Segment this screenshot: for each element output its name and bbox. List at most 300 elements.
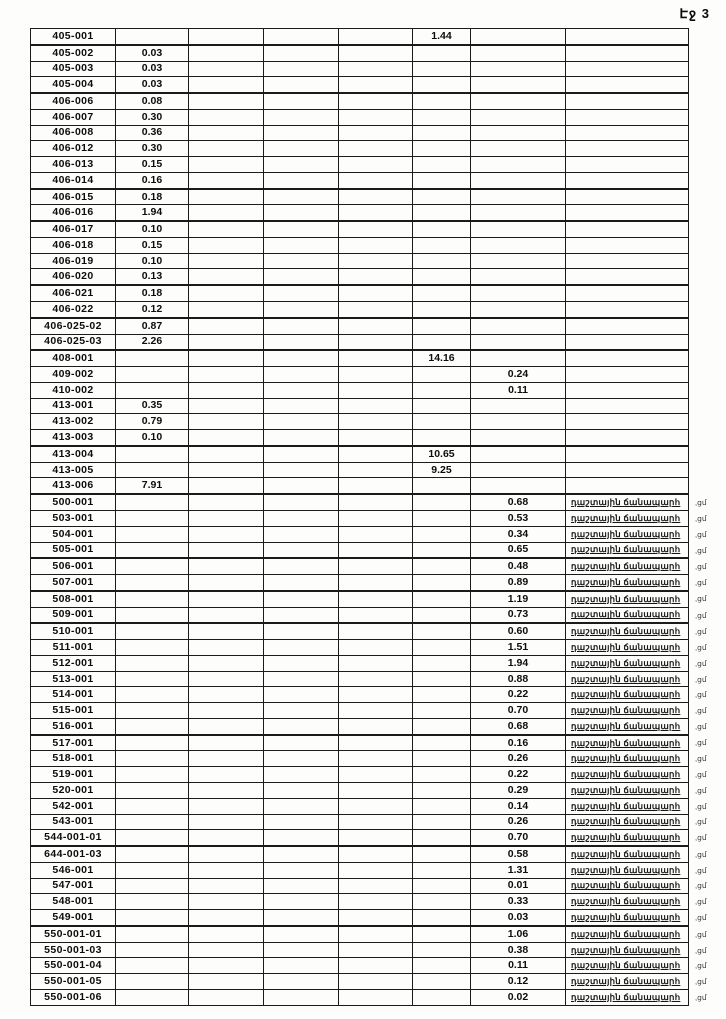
empty-cell [264, 542, 339, 558]
empty-cell [189, 430, 264, 446]
value1-cell [116, 687, 189, 703]
value1-cell: 0.08 [116, 93, 189, 109]
table-row [31, 334, 725, 350]
land-name-cell [566, 205, 689, 221]
empty-cell [339, 510, 413, 526]
code-cell: 543-001 [31, 814, 116, 830]
value3-cell [471, 109, 566, 125]
empty-cell [189, 253, 264, 269]
empty-cell [339, 382, 413, 398]
empty-cell [339, 157, 413, 173]
value1-cell [116, 575, 189, 591]
value1-cell [116, 671, 189, 687]
empty-cell [189, 157, 264, 173]
value3-cell: 1.06 [471, 926, 566, 942]
empty-cell [264, 655, 339, 671]
value3-cell [471, 172, 566, 188]
table-row [31, 221, 725, 237]
empty-cell [189, 446, 264, 462]
value2-cell [413, 878, 471, 894]
empty-cell [339, 767, 413, 783]
empty-cell [339, 125, 413, 141]
empty-cell [264, 414, 339, 430]
table-row [31, 830, 725, 846]
empty-cell [339, 655, 413, 671]
margin-note: ,ցմ [695, 674, 707, 684]
table-row [31, 575, 725, 591]
table-row [31, 718, 725, 734]
value3-cell [471, 430, 566, 446]
value3-cell: 0.88 [471, 671, 566, 687]
margin-note: ,ցմ [695, 929, 707, 939]
land-name-cell [566, 334, 689, 350]
empty-cell [189, 862, 264, 878]
code-cell: 510-001 [31, 623, 116, 639]
value3-cell: 0.60 [471, 623, 566, 639]
empty-cell [189, 623, 264, 639]
value1-cell [116, 382, 189, 398]
value3-cell: 0.65 [471, 542, 566, 558]
value2-cell [413, 302, 471, 318]
value3-cell [471, 302, 566, 318]
table-row [31, 510, 725, 526]
margin-note: ,ցմ [695, 754, 707, 764]
margin-note [689, 398, 725, 414]
table-row [31, 77, 725, 93]
code-cell: 408-001 [31, 350, 116, 366]
empty-cell [189, 237, 264, 253]
empty-cell [339, 910, 413, 926]
land-name-cell: դաշտային ճանապարհ [566, 640, 689, 656]
table-row [31, 61, 725, 77]
code-cell: 406-007 [31, 109, 116, 125]
margin-note: ,ցմ [695, 610, 707, 620]
code-cell: 406-019 [31, 253, 116, 269]
empty-cell [339, 591, 413, 607]
value1-cell [116, 846, 189, 862]
table-row [31, 253, 725, 269]
margin-note: ,ցմ [695, 961, 707, 971]
value1-cell: 0.30 [116, 109, 189, 125]
empty-cell [189, 671, 264, 687]
empty-cell [339, 878, 413, 894]
land-name-cell [566, 318, 689, 334]
code-cell: 410-002 [31, 382, 116, 398]
value2-cell [413, 671, 471, 687]
empty-cell [339, 494, 413, 510]
land-name-cell: դաշտային ճանապարհ [566, 655, 689, 671]
empty-cell [339, 974, 413, 990]
margin-note [689, 269, 725, 285]
empty-cell [189, 510, 264, 526]
code-cell: 513-001 [31, 671, 116, 687]
empty-cell [264, 974, 339, 990]
empty-cell [189, 526, 264, 542]
empty-cell [189, 655, 264, 671]
value1-cell [116, 942, 189, 958]
value3-cell [471, 237, 566, 253]
value2-cell [413, 830, 471, 846]
code-cell: 405-002 [31, 45, 116, 61]
margin-note [689, 318, 725, 334]
value1-cell: 0.18 [116, 285, 189, 301]
empty-cell [264, 910, 339, 926]
empty-cell [339, 862, 413, 878]
value1-cell [116, 751, 189, 767]
empty-cell [189, 318, 264, 334]
value3-cell [471, 29, 566, 45]
empty-cell [264, 350, 339, 366]
code-cell: 406-016 [31, 205, 116, 221]
value1-cell: 0.16 [116, 172, 189, 188]
value1-cell [116, 655, 189, 671]
empty-cell [264, 430, 339, 446]
value2-cell [413, 205, 471, 221]
empty-cell [189, 735, 264, 751]
code-cell: 544-001-01 [31, 830, 116, 846]
empty-cell [339, 558, 413, 574]
code-cell: 550-001-03 [31, 942, 116, 958]
table-row [31, 318, 725, 334]
value2-cell [413, 735, 471, 751]
empty-cell [264, 591, 339, 607]
code-cell: 406-020 [31, 269, 116, 285]
empty-cell [264, 398, 339, 414]
margin-note: ,ցմ [695, 497, 707, 507]
empty-cell [264, 61, 339, 77]
land-name-cell: դաշտային ճանապարհ [566, 798, 689, 814]
value2-cell [413, 591, 471, 607]
value3-cell [471, 285, 566, 301]
empty-cell [339, 942, 413, 958]
empty-cell [189, 846, 264, 862]
empty-cell [339, 189, 413, 205]
empty-cell [339, 671, 413, 687]
empty-cell [189, 367, 264, 383]
margin-note [689, 125, 725, 141]
value3-cell: 0.34 [471, 526, 566, 542]
margin-note: ,ցմ [695, 513, 707, 523]
empty-cell [264, 237, 339, 253]
land-name-cell: դաշտային ճանապարհ [566, 767, 689, 783]
empty-cell [339, 640, 413, 656]
value3-cell [471, 189, 566, 205]
value3-cell [471, 205, 566, 221]
empty-cell [189, 926, 264, 942]
empty-cell [264, 671, 339, 687]
empty-cell [189, 109, 264, 125]
empty-cell [339, 318, 413, 334]
empty-cell [189, 575, 264, 591]
code-cell: 500-001 [31, 494, 116, 510]
empty-cell [339, 93, 413, 109]
value3-cell [471, 61, 566, 77]
empty-cell [189, 221, 264, 237]
table-row [31, 878, 725, 894]
land-name-cell: դաշտային ճանապարհ [566, 494, 689, 510]
empty-cell [189, 718, 264, 734]
land-name-cell: դաշտային ճանապարհ [566, 846, 689, 862]
code-cell: 550-001-06 [31, 989, 116, 1005]
code-cell: 406-017 [31, 221, 116, 237]
page-number-label: Էջ 3 [679, 6, 710, 21]
code-cell: 406-014 [31, 172, 116, 188]
value3-cell [471, 446, 566, 462]
margin-note: ,ցմ [695, 722, 707, 732]
value2-cell [413, 430, 471, 446]
land-name-cell [566, 285, 689, 301]
value1-cell [116, 350, 189, 366]
value2-cell [413, 269, 471, 285]
value1-cell [116, 878, 189, 894]
value3-cell: 0.89 [471, 575, 566, 591]
code-cell: 413-001 [31, 398, 116, 414]
empty-cell [189, 93, 264, 109]
margin-note: ,ցմ [695, 833, 707, 843]
value2-cell [413, 575, 471, 591]
empty-cell [264, 302, 339, 318]
empty-cell [264, 285, 339, 301]
margin-note [689, 189, 725, 205]
empty-cell [264, 640, 339, 656]
value3-cell [471, 350, 566, 366]
table-row [31, 989, 725, 1005]
table-body [31, 29, 725, 1006]
empty-cell [339, 894, 413, 910]
empty-cell [264, 751, 339, 767]
empty-cell [339, 814, 413, 830]
code-cell: 547-001 [31, 878, 116, 894]
value2-cell: 9.25 [413, 462, 471, 478]
value3-cell [471, 125, 566, 141]
empty-cell [339, 205, 413, 221]
empty-cell [189, 751, 264, 767]
value1-cell [116, 623, 189, 639]
value1-cell: 0.10 [116, 253, 189, 269]
code-cell: 512-001 [31, 655, 116, 671]
value2-cell [413, 109, 471, 125]
code-cell: 511-001 [31, 640, 116, 656]
empty-cell [339, 77, 413, 93]
empty-cell [264, 767, 339, 783]
land-name-cell: դաշտային ճանապարհ [566, 575, 689, 591]
margin-note: ,ցմ [695, 690, 707, 700]
margin-note [689, 334, 725, 350]
margin-note: ,ցմ [695, 849, 707, 859]
empty-cell [339, 398, 413, 414]
empty-cell [339, 446, 413, 462]
land-name-cell: դաշտային ճանապարհ [566, 671, 689, 687]
empty-cell [189, 494, 264, 510]
code-cell: 406-018 [31, 237, 116, 253]
table-row [31, 125, 725, 141]
empty-cell [189, 958, 264, 974]
empty-cell [264, 367, 339, 383]
code-cell: 406-008 [31, 125, 116, 141]
table-row [31, 782, 725, 798]
table-row [31, 367, 725, 383]
empty-cell [264, 607, 339, 623]
value2-cell [413, 172, 471, 188]
land-name-cell [566, 237, 689, 253]
empty-cell [339, 269, 413, 285]
value2-cell [413, 798, 471, 814]
value1-cell [116, 830, 189, 846]
value1-cell: 0.36 [116, 125, 189, 141]
value2-cell [413, 285, 471, 301]
value2-cell [413, 782, 471, 798]
value1-cell: 0.79 [116, 414, 189, 430]
table-row [31, 269, 725, 285]
margin-note: ,ցմ [695, 529, 707, 539]
land-name-cell: դաշտային ճանապարհ [566, 782, 689, 798]
land-name-cell [566, 189, 689, 205]
empty-cell [264, 510, 339, 526]
table-row [31, 767, 725, 783]
value3-cell: 0.22 [471, 767, 566, 783]
value1-cell [116, 510, 189, 526]
empty-cell [339, 846, 413, 862]
empty-cell [189, 350, 264, 366]
empty-cell [339, 703, 413, 719]
margin-note: ,ցմ [695, 706, 707, 716]
value1-cell [116, 910, 189, 926]
land-name-cell: դաշտային ճանապարհ [566, 735, 689, 751]
margin-note: ,ցմ [695, 817, 707, 827]
table-row [31, 926, 725, 942]
value2-cell [413, 189, 471, 205]
value2-cell [413, 510, 471, 526]
land-name-cell: դաշտային ճանապարհ [566, 591, 689, 607]
code-cell: 550-001-01 [31, 926, 116, 942]
value2-cell [413, 894, 471, 910]
empty-cell [339, 830, 413, 846]
empty-cell [264, 862, 339, 878]
table-row [31, 526, 725, 542]
land-name-cell [566, 382, 689, 398]
table-row [31, 45, 725, 61]
value1-cell [116, 814, 189, 830]
table-row [31, 157, 725, 173]
empty-cell [189, 974, 264, 990]
value1-cell [116, 926, 189, 942]
code-cell: 413-004 [31, 446, 116, 462]
margin-note [689, 221, 725, 237]
table-row [31, 735, 725, 751]
value1-cell: 0.03 [116, 61, 189, 77]
value2-cell [413, 989, 471, 1005]
value1-cell [116, 782, 189, 798]
value1-cell [116, 367, 189, 383]
land-name-cell [566, 141, 689, 157]
margin-note: ,ցմ [695, 545, 707, 555]
value2-cell [413, 640, 471, 656]
empty-cell [339, 109, 413, 125]
margin-note: ,ցմ [695, 945, 707, 955]
value3-cell: 0.70 [471, 830, 566, 846]
empty-cell [339, 172, 413, 188]
value1-cell: 0.10 [116, 430, 189, 446]
table-row [31, 542, 725, 558]
margin-note: ,ցմ [695, 992, 707, 1002]
empty-cell [339, 302, 413, 318]
value3-cell: 0.68 [471, 494, 566, 510]
value1-cell [116, 542, 189, 558]
empty-cell [339, 798, 413, 814]
value3-cell: 0.73 [471, 607, 566, 623]
empty-cell [264, 93, 339, 109]
value2-cell [413, 751, 471, 767]
value2-cell [413, 398, 471, 414]
table-row [31, 29, 725, 45]
margin-note [689, 446, 725, 462]
empty-cell [189, 61, 264, 77]
margin-note [689, 61, 725, 77]
empty-cell [339, 221, 413, 237]
empty-cell [339, 45, 413, 61]
table-row [31, 814, 725, 830]
value2-cell [413, 93, 471, 109]
empty-cell [189, 478, 264, 494]
margin-note: ,ցմ [695, 658, 707, 668]
value2-cell [413, 141, 471, 157]
empty-cell [189, 398, 264, 414]
empty-cell [264, 494, 339, 510]
empty-cell [264, 109, 339, 125]
value2-cell [413, 125, 471, 141]
value3-cell [471, 462, 566, 478]
empty-cell [189, 591, 264, 607]
code-cell: 413-005 [31, 462, 116, 478]
value1-cell [116, 607, 189, 623]
code-cell: 546-001 [31, 862, 116, 878]
table-row [31, 237, 725, 253]
empty-cell [339, 718, 413, 734]
margin-note [689, 285, 725, 301]
margin-note: ,ցմ [695, 578, 707, 588]
land-name-cell: դաշտային ճանապարհ [566, 751, 689, 767]
land-name-cell: դաշտային ճանապարհ [566, 558, 689, 574]
margin-note [689, 29, 725, 45]
land-name-cell: դաշտային ճանապարհ [566, 910, 689, 926]
code-cell: 406-012 [31, 141, 116, 157]
empty-cell [264, 989, 339, 1005]
table-row [31, 414, 725, 430]
land-name-cell [566, 350, 689, 366]
code-cell: 405-001 [31, 29, 116, 45]
empty-cell [264, 157, 339, 173]
code-cell: 504-001 [31, 526, 116, 542]
code-cell: 548-001 [31, 894, 116, 910]
value1-cell [116, 494, 189, 510]
margin-note: ,ցմ [695, 738, 707, 748]
value1-cell [116, 29, 189, 45]
margin-note [689, 462, 725, 478]
value3-cell: 0.70 [471, 703, 566, 719]
table-row [31, 172, 725, 188]
code-cell: 515-001 [31, 703, 116, 719]
table-row [31, 109, 725, 125]
margin-note: ,ցմ [695, 626, 707, 636]
table-row [31, 958, 725, 974]
table-row [31, 446, 725, 462]
code-cell: 550-001-04 [31, 958, 116, 974]
land-name-cell [566, 302, 689, 318]
value2-cell: 14.16 [413, 350, 471, 366]
land-name-cell: դաշտային ճանապարհ [566, 542, 689, 558]
margin-note [689, 157, 725, 173]
value1-cell [116, 862, 189, 878]
